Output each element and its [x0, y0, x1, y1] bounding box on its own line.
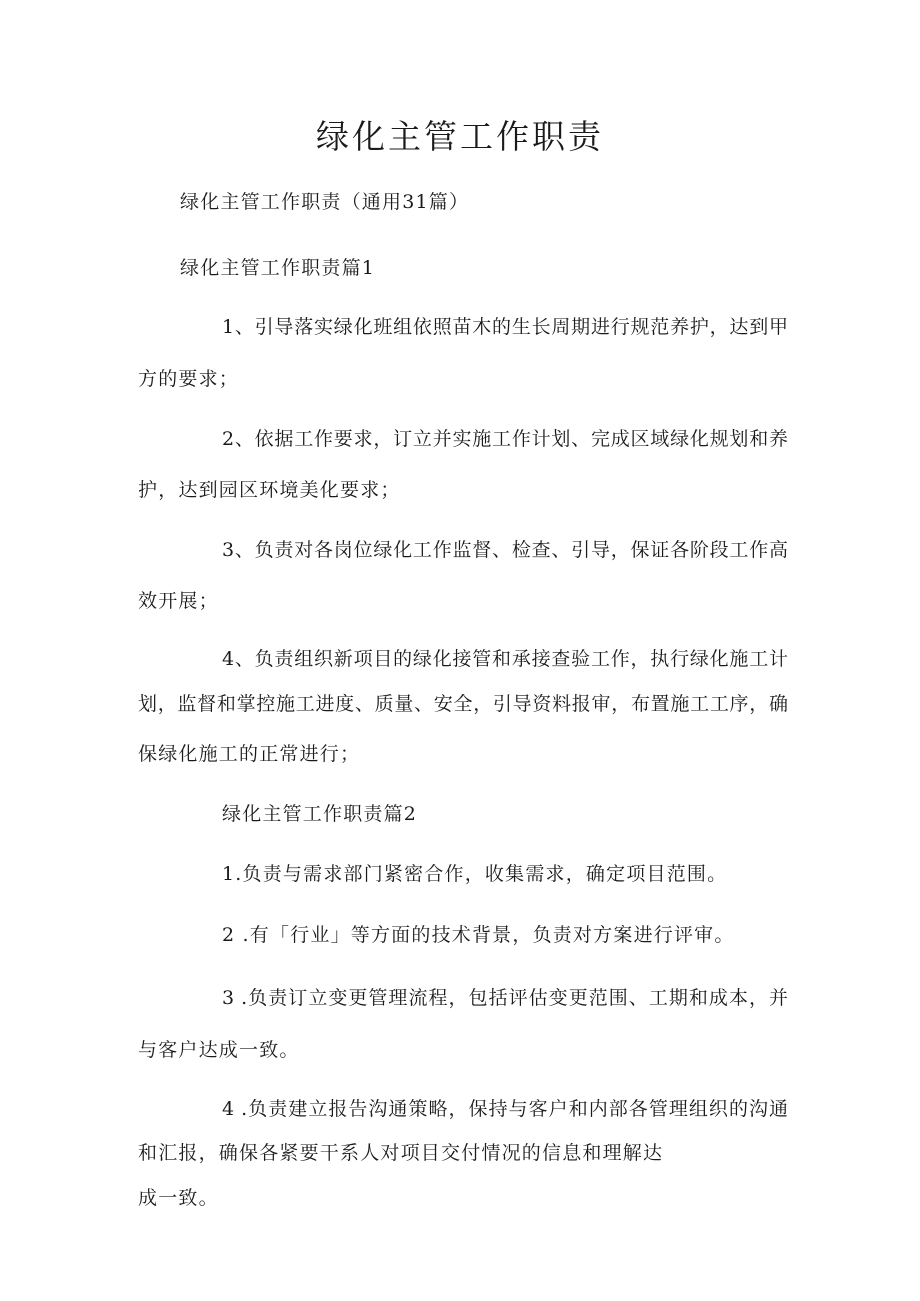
- document-title: 绿化主管工作职责: [316, 117, 604, 156]
- section2-item4-line3: 成一致。: [138, 1187, 219, 1209]
- section2-item2-line1: 2 .有「行业」等方面的技术背景，负责对方案进行评审。: [222, 924, 735, 946]
- section1-item1-line1: 1、引导落实绿化班组依照苗木的生长周期进行规范养护，达到甲: [222, 316, 788, 338]
- section2-item4-line2: 和汇报，确保各紧要干系人对项目交付情况的信息和理解达: [138, 1142, 664, 1164]
- section1-item2-line1: 2、依据工作要求，订立并实施工作计划、完成区域绿化规划和养: [222, 428, 788, 450]
- section2-heading: 绿化主管工作职责篇2: [222, 803, 418, 825]
- section1-item4-line3: 保绿化施工的正常进行；: [138, 743, 361, 765]
- section2-item1-line1: 1.负责与需求部门紧密合作，收集需求，确定项目范围。: [222, 863, 728, 885]
- section2-item3-line1: 3 .负责订立变更管理流程，包括评估变更范围、工期和成本，并: [222, 987, 788, 1009]
- section1-item1-line2: 方的要求；: [138, 368, 240, 390]
- section1-heading: 绿化主管工作职责篇1: [180, 257, 376, 279]
- document-subtitle: 绿化主管工作职责（通用31篇）: [180, 191, 470, 213]
- section1-item2-line2: 护，达到园区环境美化要求；: [138, 479, 401, 501]
- section2-item4-line1: 4 .负责建立报告沟通策略，保持与客户和内部各管理组织的沟通: [222, 1098, 788, 1120]
- section1-item3-line2: 效开展；: [138, 590, 219, 612]
- section1-item4-line2: 划，监督和掌控施工进度、质量、安全，引导资料报审，布置施工工序，确: [138, 693, 788, 715]
- section1-item3-line1: 3、负责对各岗位绿化工作监督、检查、引导，保证各阶段工作高: [222, 539, 788, 561]
- section2-item3-line2: 与客户达成一致。: [138, 1039, 300, 1061]
- section1-item4-line1: 4、负责组织新项目的绿化接管和承接查验工作，执行绿化施工计: [222, 648, 788, 670]
